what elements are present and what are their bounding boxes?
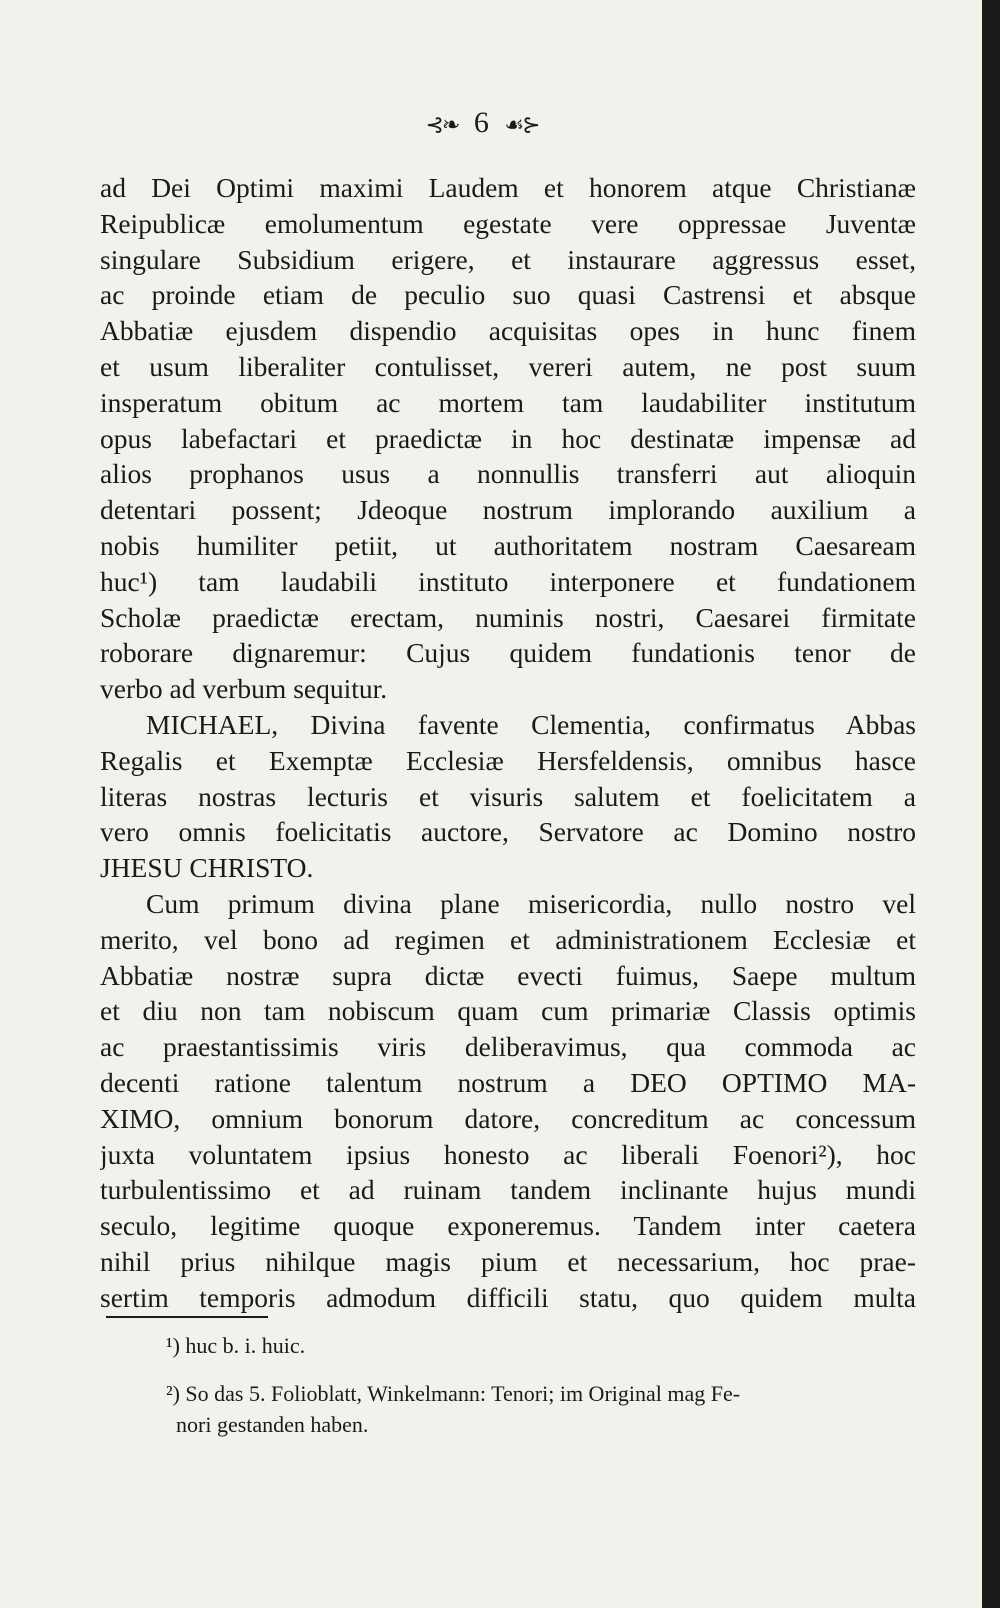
text-line: turbulentissimo et ad ruinam tandem inclinante hujus mundi xyxy=(100,1174,916,1206)
text-line: ac proinde etiam de peculio suo quasi Castrensi et absque xyxy=(100,279,916,311)
text-line: MICHAEL, Divina favente Clementia, confirmatus Abbas xyxy=(146,708,916,740)
text-line: seculo, legitime quoque exponeremus. Tandem inter caetera xyxy=(100,1210,916,1242)
footnote-mark: ²) xyxy=(166,1381,180,1406)
ornament-left-icon: ⊰❧ xyxy=(425,112,459,138)
text-line: Scholæ praedictæ erectam, numinis nostri, Caesarei firmitate xyxy=(100,601,916,633)
text-line: verbo ad verbum sequitur. xyxy=(100,673,388,705)
text-line: insperatum obitum ac mortem tam laudabiliter institutum xyxy=(100,386,916,418)
text-line: Abbatiæ nostræ supra dictæ evecti fuimus, Saepe multum xyxy=(100,959,916,991)
footnote-divider xyxy=(106,1316,268,1318)
text-line: et diu non tam nobiscum quam cum primariæ Classis optimis xyxy=(100,995,916,1027)
footnote-text-continued: nori gestanden haben. xyxy=(176,1412,369,1437)
footnote-mark: ¹) xyxy=(166,1333,180,1358)
page-number: 6 xyxy=(473,106,489,139)
text-line: opus labefactari et praedictæ in hoc destinatæ impensæ ad xyxy=(100,422,916,454)
text-line: et usum liberaliter contulisset, vereri autem, ne post suum xyxy=(100,350,916,382)
text-line: nobis humiliter petiit, ut authoritatem nostram Caesaream xyxy=(100,529,916,561)
ornament-right-icon: ☙⊱ xyxy=(504,112,539,138)
footnote-text: So das 5. Folioblatt, Winkelmann: Tenori; im Original mag Fe- xyxy=(185,1381,741,1406)
text-line: literas nostras lecturis et visuris salutem et foelicitatem a xyxy=(100,780,916,812)
page-header xyxy=(0,108,964,138)
text-line: Regalis et Exemptæ Ecclesiæ Hersfeldensis, omnibus hasce xyxy=(100,744,916,776)
text-line: vero omnis foelicitatis auctore, Servatore ac Domino nostro xyxy=(100,816,916,848)
page-body xyxy=(100,170,916,1316)
text-line: JHESU CHRISTO. xyxy=(100,852,314,884)
footnote-text: huc b. i. huic. xyxy=(185,1333,306,1358)
text-line: singulare Subsidium erigere, et instaurare aggressus esset, xyxy=(100,243,916,275)
text-line: detentari possent; Jdeoque nostrum implorando auxilium a xyxy=(100,494,916,526)
text-line: XIMO, omnium bonorum datore, concreditum ac concessum xyxy=(100,1102,916,1134)
text-line: sertim temporis admodum difficili statu, quo quidem multa xyxy=(100,1281,916,1313)
text-line: huc¹) tam laudabili instituto interponere et fundationem xyxy=(100,565,916,597)
text-line: Abbatiæ ejusdem dispendio acquisitas opes in hunc finem xyxy=(100,315,916,347)
text-line: nihil prius nihilque magis pium et necessarium, hoc prae- xyxy=(100,1245,916,1277)
text-line: roborare dignaremur: Cujus quidem fundationis tenor de xyxy=(100,637,916,669)
text-line: decenti ratione talentum nostrum a DEO OPTIMO MA- xyxy=(100,1066,916,1098)
text-line: Reipublicæ emolumentum egestate vere oppressae Juventæ xyxy=(100,207,916,239)
footnote-2 xyxy=(166,1378,916,1440)
footnote-1 xyxy=(166,1330,916,1361)
text-line: Cum primum divina plane misericordia, nullo nostro vel xyxy=(146,887,916,919)
text-line: alios prophanos usus a nonnullis transferri aut alioquin xyxy=(100,458,916,490)
text-line: merito, vel bono ad regimen et administrationem Ecclesiæ et xyxy=(100,923,916,955)
text-line: juxta voluntatem ipsius honesto ac liberali Foenori²), hoc xyxy=(100,1138,916,1170)
text-line: ac praestantissimis viris deliberavimus, qua commoda ac xyxy=(100,1031,916,1063)
text-line: ad Dei Optimi maximi Laudem et honorem atque Christianæ xyxy=(100,172,916,203)
